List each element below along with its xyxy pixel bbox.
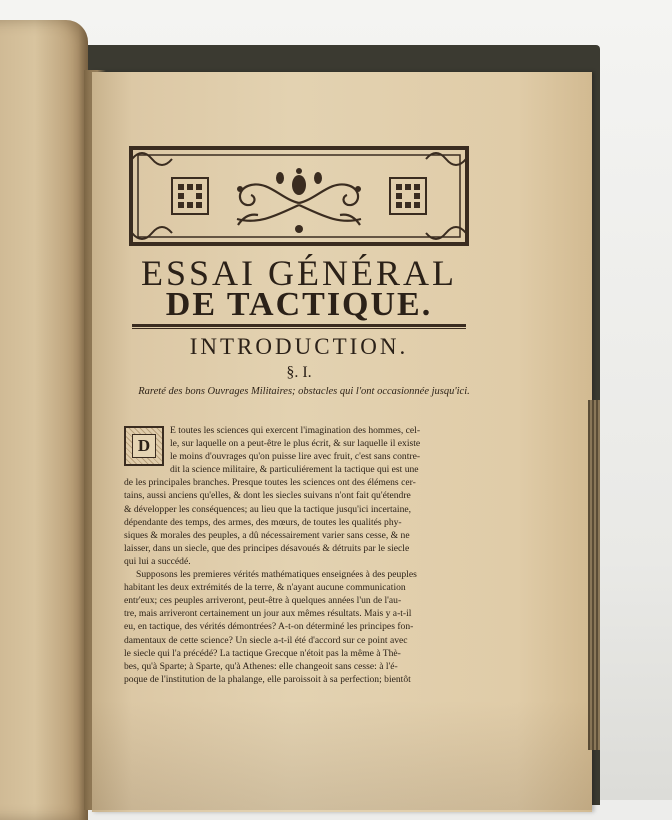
text-line: damentaux de cette science? Un siecle a-t-il été d'accord sur ce point avec — [124, 634, 408, 646]
text-line: entr'eux; ces peuples arriveront, peut-être à quelques années l'un de l'au- — [124, 595, 402, 607]
paragraph-1 — [124, 424, 470, 568]
text-line: & développer les conséquences; au lieu que la tactique jusqu'ici incertaine, — [124, 503, 412, 515]
text-line: dépendante des temps, des armes, des mœurs, de toutes les qualités phy- — [124, 516, 402, 528]
section-mark: §. I. — [286, 364, 312, 381]
page-edges — [588, 400, 600, 750]
left-page — [0, 20, 88, 820]
text-line: Supposons les premieres vérités mathématiques enseignées à des peuples — [136, 569, 417, 581]
text-line: E toutes les sciences qui exercent l'imagination des hommes, cel- — [170, 425, 421, 436]
text-line: tains, aussi anciens qu'elles, & dont les siecles suivans n'ont fait qu'étendre — [124, 490, 411, 502]
text-line: le siecle qui l'a précédé? La tactique Grecque n'étoit pas la même à Thè- — [124, 647, 401, 659]
text-line: laisser, dans un siecle, que des principes désavoués & détruits par le siecle — [124, 542, 410, 554]
title-rule — [132, 324, 466, 329]
book-title-line1: ESSAI GÉNÉRAL — [141, 253, 457, 293]
text-line: poque de l'institution de la phalange, elle paroissoit à sa perfection; bientôt — [124, 673, 411, 685]
text-line: dit la science militaire, & particuliérement la tactique qui est une — [170, 464, 419, 476]
text-line: bes, qu'à Sparte; à Sparte, qu'à Athenes: elle changeoit sans cesse: à l'é- — [124, 660, 398, 672]
ornamental-headpiece — [128, 145, 470, 247]
text-line: habitant les deux extrémités de la terre, & n'ayant aucune communication — [124, 582, 406, 594]
text-line: de les principales branches. Presque toutes les sciences ont des élémens cer- — [124, 477, 416, 489]
page-shadow — [92, 700, 592, 810]
text-line: tre, mais arriveront certainement un jour aux mêmes résultats. Mais y a-t-il — [124, 608, 412, 620]
paragraph-2 — [124, 568, 470, 686]
dropcap-letter: D — [132, 434, 156, 458]
book-title-line2: DE TACTIQUE. — [165, 286, 433, 323]
text-line: siques & morales des peuples, a dû nécessairement varier sans cesse, & ne — [124, 529, 410, 541]
text-line: le moins d'ouvrages qu'on puisse lire avec fruit, c'est sans contre- — [170, 451, 421, 463]
text-line: eu, en tactique, des vérités démontrées? A-t-on déterminé les principes fon- — [124, 621, 414, 633]
body-text — [124, 424, 470, 686]
text-line: le, sur laquelle on a peut-être le plus écrit, & sur laquelle il existe — [170, 438, 421, 450]
chapter-heading: INTRODUCTION. — [189, 334, 409, 359]
section-subtitle: Rareté des bons Ouvrages Militaires; obstacles qui l'ont occasionnée jusqu'ici. — [138, 386, 470, 397]
text-line: qui lui a succédé. — [124, 555, 191, 567]
